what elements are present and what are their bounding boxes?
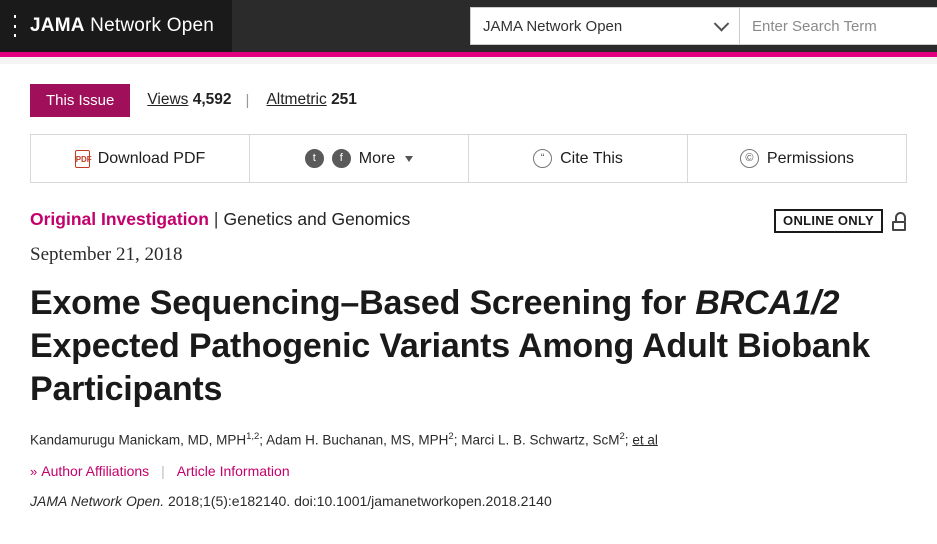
- article-type-label: Original Investigation: [30, 209, 209, 229]
- views-count: 4,592: [192, 91, 232, 108]
- article-action-bar: [30, 134, 907, 183]
- more-share-button[interactable]: [250, 135, 469, 182]
- views-link[interactable]: Views: [147, 91, 189, 108]
- metrics-row: [30, 83, 907, 117]
- open-lock-icon: [892, 212, 907, 231]
- search-input[interactable]: [740, 7, 937, 45]
- author-affiliation-marker: 2: [448, 430, 454, 442]
- quote-icon: “: [533, 149, 552, 168]
- search-area: [470, 7, 937, 45]
- article-information-link[interactable]: Article Information: [176, 463, 290, 480]
- author-separator: ;: [259, 432, 267, 448]
- citation-journal: JAMA Network Open.: [30, 493, 165, 510]
- article-category[interactable]: Genetics and Genomics: [223, 209, 411, 229]
- this-issue-button[interactable]: This Issue: [30, 84, 130, 117]
- site-header: [0, 0, 937, 52]
- citation-line: [30, 493, 907, 509]
- author-name[interactable]: Adam H. Buchanan, MS, MPH: [266, 432, 449, 448]
- title-part-1: Exome Sequencing–Based Screening for: [30, 284, 696, 322]
- article-badges: [774, 209, 907, 233]
- author-name[interactable]: Kandamurugu Manickam, MD, MPH: [30, 432, 247, 448]
- article-type-row: [30, 209, 907, 233]
- author-affiliation-marker: 1,2: [246, 430, 260, 442]
- cite-this-button[interactable]: [469, 135, 688, 182]
- et-al-link[interactable]: et al: [632, 432, 658, 448]
- more-label: More: [358, 149, 396, 167]
- brand-rest: Network Open: [84, 15, 214, 36]
- permissions-button[interactable]: [688, 135, 906, 182]
- publication-date: September 21, 2018: [30, 244, 183, 265]
- views-metric: [147, 91, 231, 109]
- title-part-2: Expected Pathogenic Variants Among Adult Biobank Participants: [30, 327, 870, 409]
- article-meta-links: [30, 463, 907, 479]
- site-logo[interactable]: [30, 15, 214, 37]
- altmetric-metric: [266, 91, 356, 109]
- brand-block[interactable]: [0, 0, 232, 52]
- hamburger-icon[interactable]: [14, 15, 16, 37]
- author-affiliation-marker: 2: [619, 430, 625, 442]
- online-only-badge: ONLINE ONLY: [774, 209, 883, 233]
- links-separator: |: [161, 463, 165, 480]
- title-gene-italic: BRCA1/2: [695, 284, 840, 322]
- author-separator: ;: [453, 432, 462, 448]
- page-title: [30, 282, 870, 412]
- chevron-right-icon: »: [30, 463, 38, 479]
- article-type[interactable]: [30, 209, 223, 230]
- facebook-icon[interactable]: f: [332, 149, 351, 168]
- citation-details: 2018;1(5):e182140. doi:10.1001/jamanetworkopen.2018.2140: [164, 493, 552, 510]
- search-scope-select[interactable]: [470, 7, 740, 45]
- chevron-down-icon: [405, 156, 413, 162]
- cite-this-label: Cite This: [560, 149, 623, 167]
- article-type-separator: |: [213, 209, 219, 229]
- brand-bold: JAMA: [30, 15, 85, 36]
- chevron-down-icon: [714, 16, 730, 32]
- download-pdf-label: Download PDF: [97, 149, 206, 167]
- download-pdf-button[interactable]: [31, 135, 250, 182]
- article-page: [0, 83, 937, 509]
- author-affiliations-link[interactable]: Author Affiliations: [41, 463, 150, 480]
- header-spacer: [0, 57, 937, 64]
- altmetric-link[interactable]: Altmetric: [266, 91, 327, 108]
- pdf-icon: PDF: [75, 150, 90, 168]
- author-list: [30, 430, 907, 451]
- copyright-icon: ©: [740, 149, 759, 168]
- author-separator: ;: [624, 432, 633, 448]
- permissions-label: Permissions: [766, 149, 855, 167]
- search-scope-value: JAMA Network Open: [483, 17, 623, 35]
- altmetric-count: 251: [331, 91, 357, 108]
- metrics-separator: |: [245, 91, 250, 109]
- author-name[interactable]: Marci L. B. Schwartz, ScM: [461, 432, 620, 448]
- twitter-icon[interactable]: t: [305, 149, 324, 168]
